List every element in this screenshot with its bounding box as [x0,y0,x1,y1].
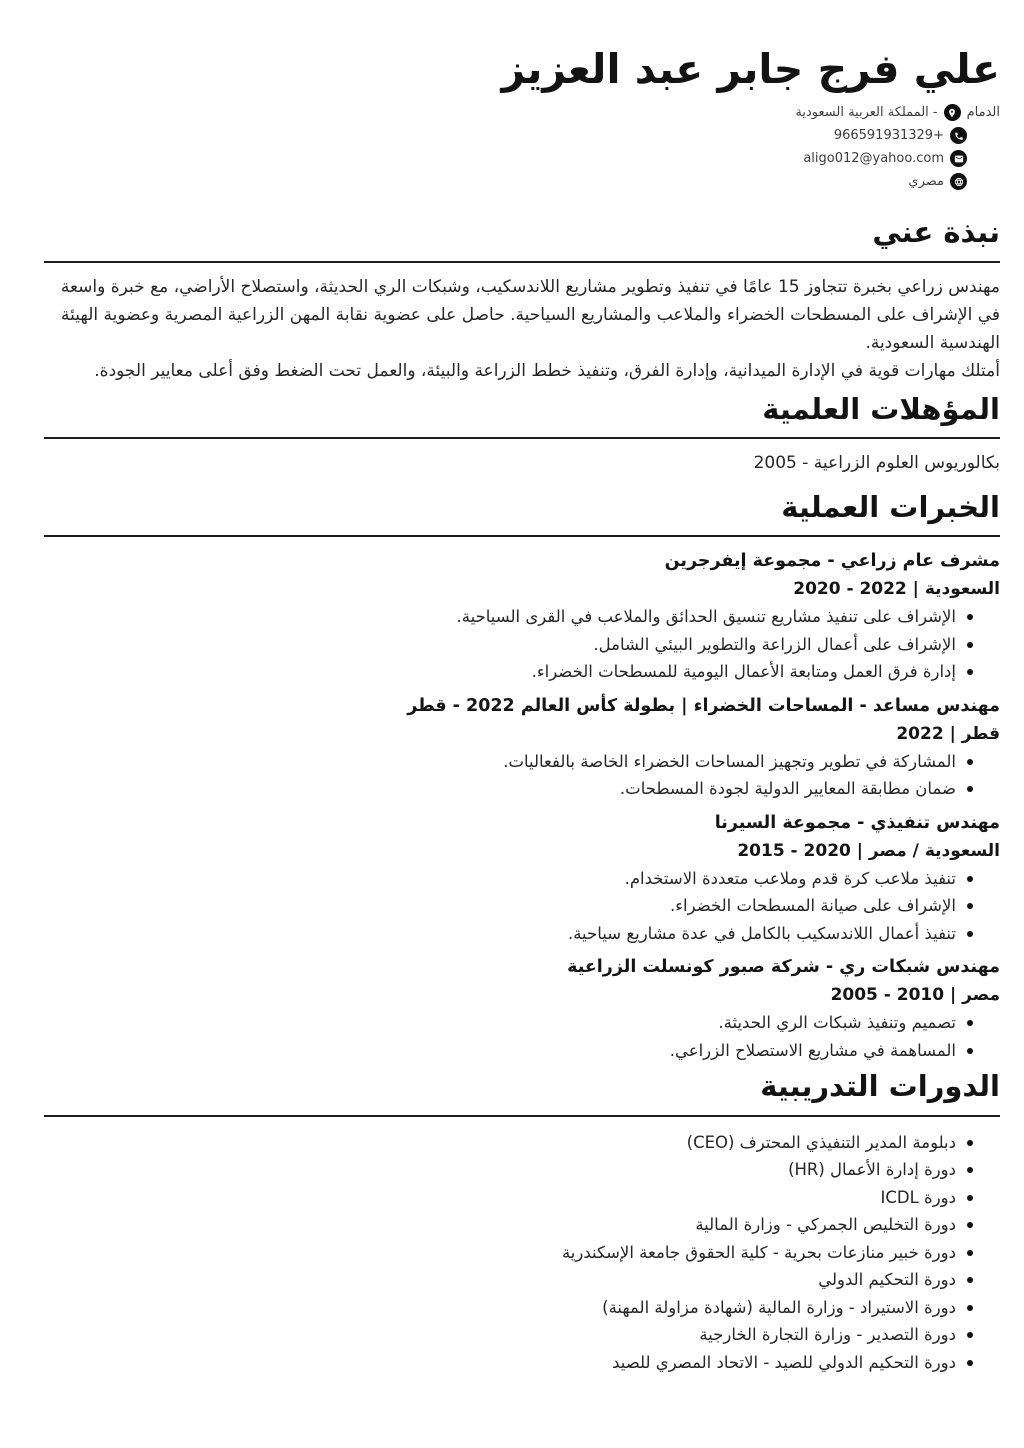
resume-header [44,42,1000,190]
job-date: 2005 - 2010 | مصر [830,985,1000,1006]
job-title: مشرف عام زراعي - مجموعة إيفرجرين [664,551,1000,572]
bullet-dot-icon [967,669,973,675]
bullet-dot-icon [967,759,973,765]
bullet-item [44,920,1000,948]
bullet-item [44,1009,1000,1037]
job-date: 2022 | قطر [896,723,1000,744]
contact-nationality-text: مصري [908,174,944,190]
job-bullet-list [44,1009,1000,1064]
course-text: دورة ICDL [880,1187,956,1207]
course-item [44,1211,1000,1239]
bullet-dot-icon [967,1195,973,1201]
bullet-text: ضمان مطابقة المعايير الدولية لجودة المسطحات. [619,779,956,799]
section-divider [44,261,1000,263]
bullet-text: إدارة فرق العمل ومتابعة الأعمال اليومية للمسطحات الخضراء. [531,662,956,682]
section-education [44,393,1000,477]
bullet-text: تنفيذ ملاعب كرة قدم وملاعب متعددة الاستخدام. [624,868,956,888]
bullet-dot-icon [967,1360,973,1366]
section-title-courses: الدورات التدريبية [760,1069,1000,1104]
education-degree: بكالوريوس العلوم الزراعية - 2005 [753,453,1000,474]
bullet-dot-icon [967,1222,973,1228]
bullet-dot-icon [967,642,973,648]
course-text: دبلومة المدير التنفيذي المحترف (CEO) [686,1132,956,1152]
bullet-item [44,865,1000,893]
course-text: دورة التصدير - وزارة التجارة الخارجية [699,1325,956,1345]
course-item [44,1239,1000,1267]
bullet-dot-icon [967,931,973,937]
course-item [44,1294,1000,1322]
contact-phone-row [834,127,967,144]
job-bullet-list [44,603,1000,686]
job-title: مهندس شبكات ري - شركة صبور كونسلت الزراعية [567,957,1000,978]
job-bullet-list [44,865,1000,948]
about-paragraph: أمتلك مهارات قوية في الإدارة الميدانية، وإدارة الفرق، وتنفيذ خطط الزراعة والبيئة، والعمل تحت الضغط وفق أعلى معايير الجودة. [94,360,1000,381]
section-about [44,216,1000,384]
bullet-dot-icon [967,903,973,909]
bullet-text: الإشراف على تنفيذ مشاريع تنسيق الحدائق والملاعب في القرى السياحية. [456,607,956,627]
section-courses [44,1070,1000,1376]
section-divider [44,535,1000,537]
bullet-item [44,748,1000,776]
bullet-text: تنفيذ أعمال اللاندسكيب بالكامل في عدة مشاريع سياحية. [567,923,956,943]
bullet-item [44,658,1000,686]
email-icon [950,150,967,167]
phone-icon [950,127,967,144]
bullet-dot-icon [967,1167,973,1173]
course-text: دورة التحكيم الدولي [818,1270,956,1290]
candidate-name: علي فرج جابر عبد العزيز [501,45,1000,93]
course-item [44,1184,1000,1212]
course-text: دورة التخليص الجمركي - وزارة المالية [695,1215,956,1235]
course-text: دورة خبير منازعات بحرية - كلية الحقوق جامعة الإسكندرية [561,1242,956,1262]
course-item [44,1129,1000,1157]
course-item [44,1156,1000,1184]
about-paragraph: مهندس زراعي بخبرة تتجاوز 15 عامًا في تنفيذ وتطوير مشاريع اللاندسكيب، وشبكات الري الحديثة، واستصلاح الأراضي، مع خبرة واسعة في الإشراف على المسطحات الخضراء والملاعب والمشاريع السياحية. حاصل على عضوية نقابة المهن الزراعية المصرية وعضوية الهيئة الهندسية السعودية. [60,276,1000,353]
course-text: دورة التحكيم الدولي للصيد - الاتحاد المصري للصيد [612,1352,956,1372]
bullet-dot-icon [967,1332,973,1338]
bullet-dot-icon [967,1140,973,1146]
contact-nationality-row [908,173,967,190]
bullet-dot-icon [967,1305,973,1311]
course-text: دورة إدارة الأعمال (HR) [788,1160,956,1180]
contact-location-text: - المملكة العربية السعودية [795,105,938,121]
bullet-text: تصميم وتنفيذ شبكات الري الحديثة. [718,1013,956,1033]
bullet-dot-icon [967,1020,973,1026]
course-item [44,1266,1000,1294]
job-entry [44,692,1000,803]
bullet-text: الإشراف على أعمال الزراعة والتطوير البيئي الشامل. [593,634,956,654]
bullet-text: المشاركة في تطوير وتجهيز المساحات الخضراء الخاصة بالفعاليات. [503,751,956,771]
bullet-dot-icon [967,786,973,792]
bullet-text: الإشراف على صيانة المسطحات الخضراء. [670,896,956,916]
section-title-experience: الخبرات العملية [781,490,1000,525]
bullet-dot-icon [967,1250,973,1256]
location-pin-icon [944,104,961,121]
bullet-item [44,631,1000,659]
section-title-about: نبذة عني [872,215,1000,250]
bullet-item [44,1037,1000,1065]
bullet-item [44,603,1000,631]
contact-email-row [803,150,967,167]
contact-block [44,104,1000,190]
bullet-item [44,775,1000,803]
contact-location-city: الدمام [966,105,1000,121]
job-title: مهندس مساعد - المساحات الخضراء | بطولة كأس العالم 2022 - قطر [407,695,1000,716]
contact-location-row [795,104,1000,121]
course-item [44,1349,1000,1377]
bullet-dot-icon [967,1048,973,1054]
job-date: 2015 - 2020 | مصر ‎/ السعودية [737,840,1000,861]
job-entry [44,547,1000,686]
contact-phone-text: +966591931329 [833,128,944,144]
job-bullet-list [44,748,1000,803]
section-divider [44,437,1000,439]
course-text: دورة الاستيراد - وزارة المالية (شهادة مزاولة المهنة) [602,1297,956,1317]
section-divider [44,1115,1000,1117]
course-item [44,1321,1000,1349]
job-date: 2020 - 2022 | السعودية [793,579,1000,600]
section-experience [44,491,1000,1064]
bullet-text: المساهمة في مشاريع الاستصلاح الزراعي. [669,1040,956,1060]
course-list [44,1129,1000,1377]
job-entry [44,953,1000,1064]
contact-email-text: aligo012@yahoo.com [803,151,944,167]
bullet-dot-icon [967,614,973,620]
globe-icon [950,173,967,190]
bullet-item [44,892,1000,920]
section-title-education: المؤهلات العلمية [762,391,1000,426]
job-title: مهندس تنفيذي - مجموعة السيرنا [714,812,1000,833]
bullet-dot-icon [967,1277,973,1283]
bullet-dot-icon [967,876,973,882]
job-entry [44,809,1000,948]
experience-list [44,547,1000,1064]
